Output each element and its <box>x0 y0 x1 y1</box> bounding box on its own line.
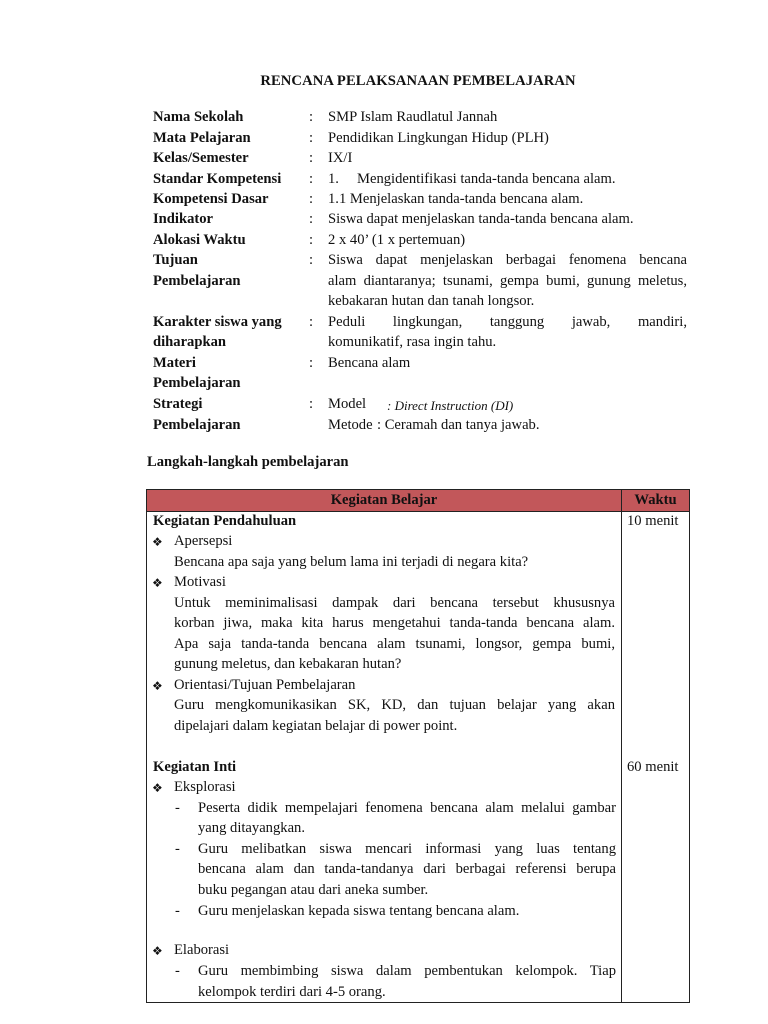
label-pembelajaran: Pembelajaran <box>153 273 241 289</box>
motivasi-line: korban jiwa, maka kita harus mengetahui tanda-tanda bencana alam. <box>174 615 615 631</box>
label-pembelajaran: Pembelajaran <box>153 417 241 433</box>
colon: : <box>309 355 314 371</box>
motivasi-line: Apa saja tanda-tanda bencana alam tsunami, longsor, gempa bumi, <box>174 636 615 652</box>
waktu-pendahuluan: 10 menit <box>627 513 679 529</box>
label-tujuan: Tujuan <box>153 252 198 268</box>
motivasi-label: Motivasi <box>174 574 226 590</box>
value-standar-num: 1. <box>328 171 339 187</box>
colon: : <box>309 109 314 125</box>
colon: : <box>309 396 314 412</box>
orientasi-label: Orientasi/Tujuan Pembelajaran <box>174 677 356 693</box>
diamond-bullet-icon: ❖ <box>152 576 163 590</box>
eksplorasi-item-line: yang ditayangkan. <box>198 820 305 836</box>
model-value: : Direct Instruction (DI) <box>387 398 514 413</box>
value-kompetensi-dasar: 1.1 Menjelaskan tanda-tanda bencana alam. <box>328 191 584 207</box>
table-header <box>147 490 689 512</box>
eksplorasi-item-line: Guru melibatkan siswa mencari informasi yang luas tentang <box>198 841 616 857</box>
value-standar-kompetensi: Mengidentifikasi tanda-tanda bencana alam. <box>357 171 616 187</box>
value-nama-sekolah: SMP Islam Raudlatul Jannah <box>328 109 498 125</box>
label-materi: Materi <box>153 355 196 371</box>
header-kegiatan: Kegiatan Belajar <box>330 492 438 508</box>
value-alokasi-waktu: 2 x 40’ (1 x pertemuan) <box>328 232 466 248</box>
dash-bullet: - <box>175 903 180 919</box>
inti-heading: Kegiatan Inti <box>153 759 237 775</box>
diamond-bullet-icon: ❖ <box>152 781 163 795</box>
eksplorasi-item-line: bencana alam dan tanda-tandanya dari berbagai referensi berupa <box>198 861 616 877</box>
dash-bullet: - <box>175 963 180 979</box>
diamond-bullet-icon: ❖ <box>152 679 163 693</box>
value-mata-pelajaran: Pendidikan Lingkungan Hidup (PLH) <box>328 130 549 146</box>
value-tujuan-line: alam diantaranya; tsunami, gempa bumi, gunung meletus, <box>328 273 687 289</box>
value-tujuan-line: kebakaran hutan dan tanah longsor. <box>328 293 535 309</box>
value-tujuan-line: Siswa dapat menjelaskan berbagai fenomena bencana <box>328 252 687 268</box>
value-karakter-line: Peduli lingkungan, tanggung jawab, mandiri, <box>328 314 687 330</box>
colon: : <box>309 150 314 166</box>
column-divider <box>621 490 622 1002</box>
metode-value: : Ceramah dan tanya jawab. <box>377 417 540 433</box>
label-karakter: Karakter siswa yang <box>153 314 282 330</box>
orientasi-line: Guru mengkomunikasikan SK, KD, dan tujuan belajar yang akan <box>174 697 615 713</box>
elaborasi-item-line: Guru membimbing siswa dalam pembentukan kelompok. Tiap <box>198 963 616 979</box>
value-karakter-line: komunikatif, rasa ingin tahu. <box>328 334 497 350</box>
elaborasi-item-line: kelompok terdiri dari 4-5 orang. <box>198 984 386 1000</box>
langkah-heading: Langkah-langkah pembelajaran <box>147 454 349 470</box>
eksplorasi-item-line: Guru menjelaskan kepada siswa tentang bencana alam. <box>198 903 520 919</box>
label-alokasi-waktu: Alokasi Waktu <box>153 232 246 248</box>
colon: : <box>309 314 314 330</box>
elaborasi-label: Elaborasi <box>174 942 230 958</box>
colon: : <box>309 232 314 248</box>
label-strategi: Strategi <box>153 396 203 412</box>
colon: : <box>309 171 314 187</box>
document-title: RENCANA PELAKSANAAN PEMBELAJARAN <box>260 73 576 89</box>
diamond-bullet-icon: ❖ <box>152 944 163 958</box>
eksplorasi-label: Eksplorasi <box>174 779 236 795</box>
value-kelas-semester: IX/I <box>328 150 353 166</box>
label-standar-kompetensi: Standar Kompetensi <box>153 171 282 187</box>
label-indikator: Indikator <box>153 211 214 227</box>
diamond-bullet-icon: ❖ <box>152 535 163 549</box>
orientasi-line: dipelajari dalam kegiatan belajar di power point. <box>174 718 458 734</box>
dash-bullet: - <box>175 841 180 857</box>
apersepsi-text: Bencana apa saja yang belum lama ini terjadi di negara kita? <box>174 554 529 570</box>
waktu-inti: 60 menit <box>627 759 679 775</box>
colon: : <box>309 130 314 146</box>
model-label: Model <box>328 396 367 412</box>
header-waktu: Waktu <box>634 492 677 508</box>
eksplorasi-item-line: Peserta didik mempelajari fenomena bencana alam melalui gambar <box>198 800 616 816</box>
label-diharapkan: diharapkan <box>153 334 227 350</box>
colon: : <box>309 191 314 207</box>
label-kompetensi-dasar: Kompetensi Dasar <box>153 191 269 207</box>
motivasi-line: Untuk meminimalisasi dampak dari bencana tersebut khususnya <box>174 595 615 611</box>
kegiatan-table <box>146 489 690 1003</box>
colon: : <box>309 252 314 268</box>
label-kelas-semester: Kelas/Semester <box>153 150 249 166</box>
metode-label: Metode <box>328 417 373 433</box>
label-mata-pelajaran: Mata Pelajaran <box>153 130 251 146</box>
motivasi-line: gunung meletus, dan kebakaran hutan? <box>174 656 402 672</box>
pendahuluan-heading: Kegiatan Pendahuluan <box>153 513 297 529</box>
value-indikator: Siswa dapat menjelaskan tanda-tanda bencana alam. <box>328 211 634 227</box>
label-pembelajaran: Pembelajaran <box>153 375 241 391</box>
colon: : <box>309 211 314 227</box>
eksplorasi-item-line: buku pegangan atau dari aneka sumber. <box>198 882 429 898</box>
value-materi: Bencana alam <box>328 355 411 371</box>
label-nama-sekolah: Nama Sekolah <box>153 109 244 125</box>
apersepsi-label: Apersepsi <box>174 533 233 549</box>
dash-bullet: - <box>175 800 180 816</box>
